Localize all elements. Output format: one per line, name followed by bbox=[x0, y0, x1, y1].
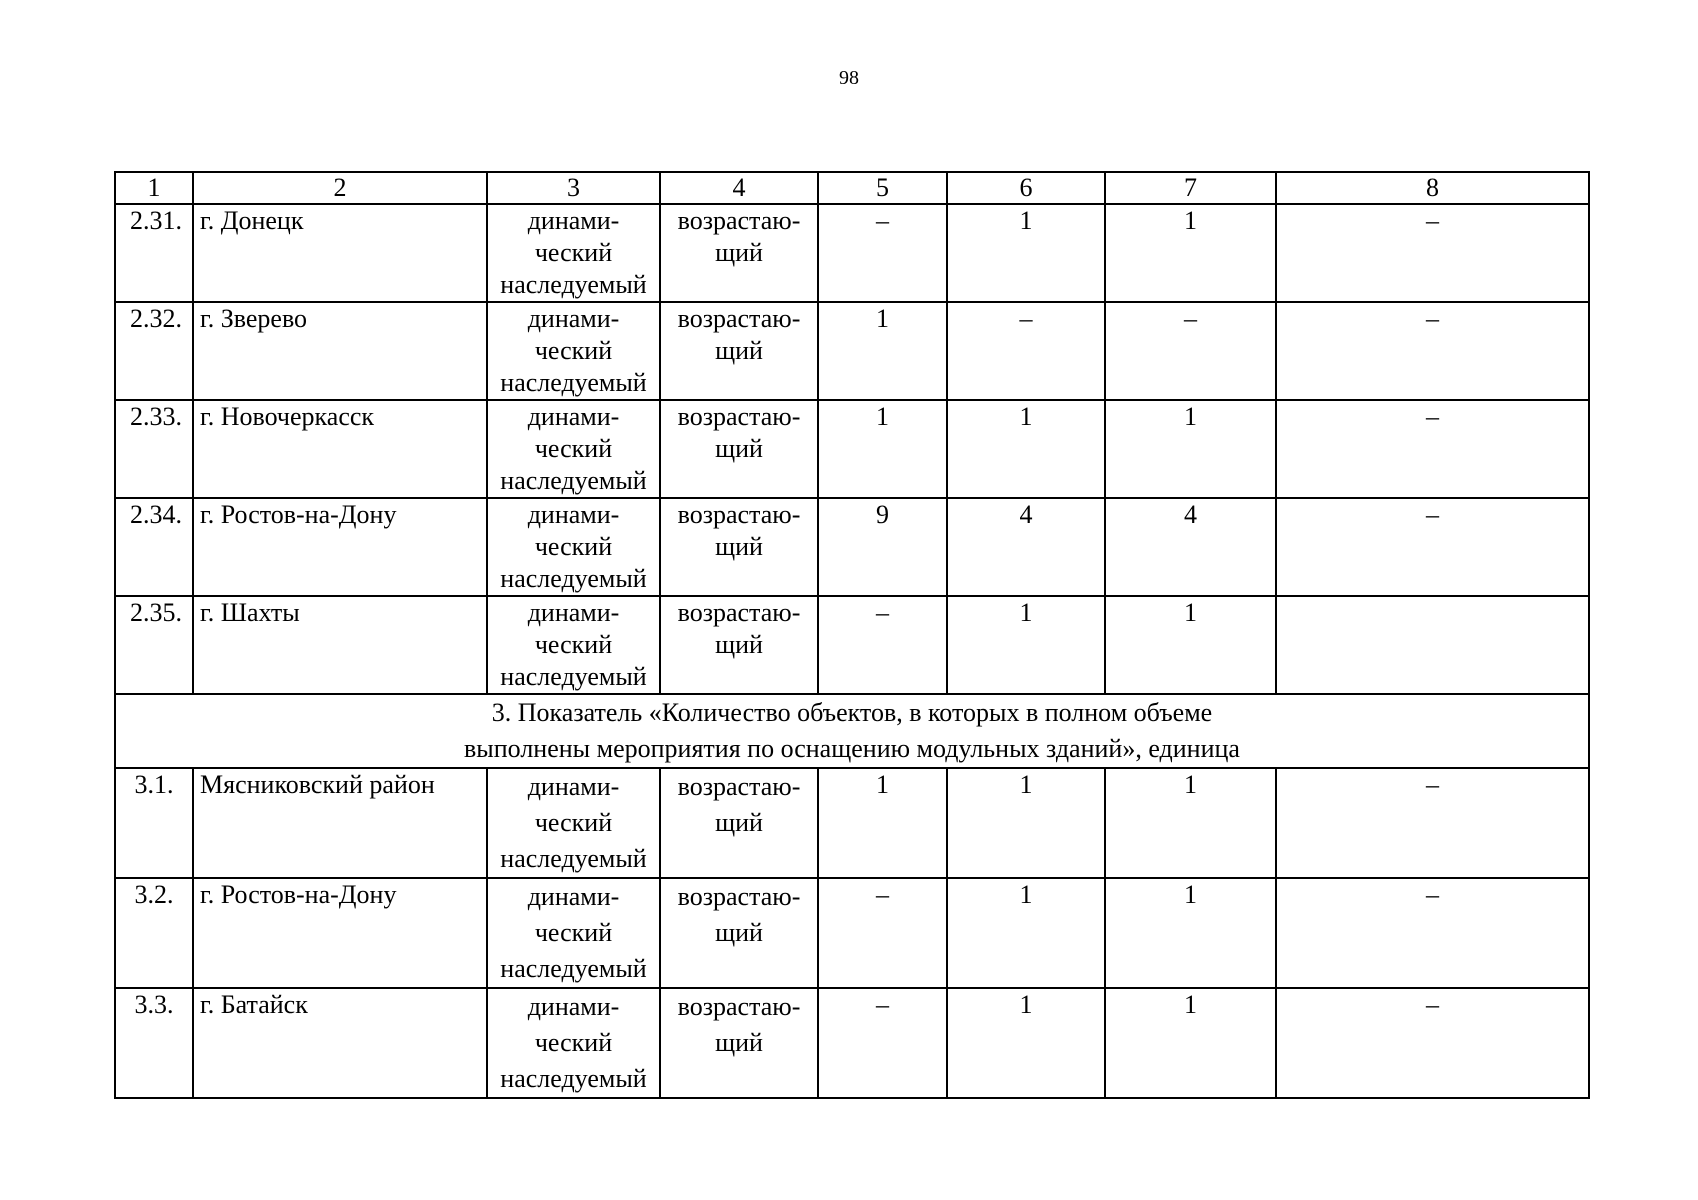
indicator-type bbox=[487, 400, 660, 498]
table-row bbox=[115, 302, 1589, 400]
value-col7: 1 bbox=[1105, 988, 1276, 1098]
row-number: 2.31. bbox=[115, 204, 193, 302]
table-row bbox=[115, 596, 1589, 694]
direction-line: щий bbox=[715, 532, 763, 561]
type-line: ческий bbox=[534, 630, 613, 659]
value-col5: – bbox=[818, 596, 947, 694]
type-line: динами- bbox=[527, 992, 620, 1021]
type-line: наследуемый bbox=[500, 270, 647, 299]
value-col6: 1 bbox=[947, 204, 1105, 302]
value-col5: 1 bbox=[818, 302, 947, 400]
direction-line: возрастаю- bbox=[677, 992, 801, 1021]
value-col5: – bbox=[818, 988, 947, 1098]
direction-line: щий bbox=[715, 336, 763, 365]
header-row bbox=[115, 172, 1589, 204]
row-number: 3.2. bbox=[115, 878, 193, 988]
type-line: динами- bbox=[527, 598, 620, 627]
direction-line: возрастаю- bbox=[677, 206, 801, 235]
type-line: ческий bbox=[534, 532, 613, 561]
header-cell: 5 bbox=[818, 172, 947, 204]
type-line: ческий bbox=[534, 238, 613, 267]
table-row bbox=[115, 768, 1589, 878]
value-col8 bbox=[1276, 596, 1589, 694]
value-col8: – bbox=[1276, 498, 1589, 596]
type-line: наследуемый bbox=[500, 954, 647, 983]
header-cell: 2 bbox=[193, 172, 487, 204]
direction-line: щий bbox=[715, 808, 763, 837]
value-col7: 1 bbox=[1105, 596, 1276, 694]
type-line: наследуемый bbox=[500, 564, 647, 593]
section-row bbox=[115, 694, 1589, 768]
value-col6: 1 bbox=[947, 988, 1105, 1098]
section-title-line: 3. Показатель «Количество объектов, в которых в полном объеме bbox=[491, 698, 1213, 727]
indicator-type bbox=[487, 988, 660, 1098]
type-line: ческий bbox=[534, 808, 613, 837]
type-line: ческий bbox=[534, 434, 613, 463]
value-col7: 1 bbox=[1105, 878, 1276, 988]
value-col7: 1 bbox=[1105, 400, 1276, 498]
header-cell: 6 bbox=[947, 172, 1105, 204]
type-line: динами- bbox=[527, 882, 620, 911]
table-row bbox=[115, 400, 1589, 498]
value-col6: 4 bbox=[947, 498, 1105, 596]
type-line: ческий bbox=[534, 1028, 613, 1057]
value-col6: – bbox=[947, 302, 1105, 400]
indicator-direction bbox=[660, 498, 818, 596]
direction-line: щий bbox=[715, 630, 763, 659]
territory-name: г. Новочеркасск bbox=[193, 400, 487, 498]
row-number: 2.34. bbox=[115, 498, 193, 596]
value-col6: 1 bbox=[947, 596, 1105, 694]
type-line: наследуемый bbox=[500, 368, 647, 397]
type-line: динами- bbox=[527, 402, 620, 431]
table-row bbox=[115, 988, 1589, 1098]
type-line: динами- bbox=[527, 304, 620, 333]
direction-line: щий bbox=[715, 918, 763, 947]
value-col5: 1 bbox=[818, 400, 947, 498]
header-cell: 7 bbox=[1105, 172, 1276, 204]
type-line: ческий bbox=[534, 336, 613, 365]
table-body bbox=[115, 172, 1589, 1098]
indicator-type bbox=[487, 768, 660, 878]
territory-name: г. Батайск bbox=[193, 988, 487, 1098]
row-number: 3.3. bbox=[115, 988, 193, 1098]
value-col7: 1 bbox=[1105, 204, 1276, 302]
type-line: наследуемый bbox=[500, 662, 647, 691]
direction-line: щий bbox=[715, 1028, 763, 1057]
page-number: 98 bbox=[839, 67, 859, 89]
type-line: наследуемый bbox=[500, 466, 647, 495]
direction-line: возрастаю- bbox=[677, 500, 801, 529]
type-line: наследуемый bbox=[500, 1064, 647, 1093]
territory-name: г. Зверево bbox=[193, 302, 487, 400]
type-line: динами- bbox=[527, 206, 620, 235]
value-col5: – bbox=[818, 878, 947, 988]
type-line: динами- bbox=[527, 772, 620, 801]
value-col8: – bbox=[1276, 768, 1589, 878]
value-col5: 9 bbox=[818, 498, 947, 596]
table-row bbox=[115, 204, 1589, 302]
indicator-type bbox=[487, 204, 660, 302]
row-number: 2.35. bbox=[115, 596, 193, 694]
value-col5: 1 bbox=[818, 768, 947, 878]
section-title bbox=[115, 694, 1589, 768]
header-cell: 4 bbox=[660, 172, 818, 204]
territory-name: г. Донецк bbox=[193, 204, 487, 302]
territory-name: Мясниковский район bbox=[193, 768, 487, 878]
value-col5: – bbox=[818, 204, 947, 302]
type-line: динами- bbox=[527, 500, 620, 529]
value-col8: – bbox=[1276, 204, 1589, 302]
direction-line: щий bbox=[715, 238, 763, 267]
value-col8: – bbox=[1276, 988, 1589, 1098]
direction-line: щий bbox=[715, 434, 763, 463]
value-col6: 1 bbox=[947, 878, 1105, 988]
direction-line: возрастаю- bbox=[677, 402, 801, 431]
value-col8: – bbox=[1276, 878, 1589, 988]
header-cell: 1 bbox=[115, 172, 193, 204]
row-number: 3.1. bbox=[115, 768, 193, 878]
value-col6: 1 bbox=[947, 768, 1105, 878]
type-line: наследуемый bbox=[500, 844, 647, 873]
indicator-direction bbox=[660, 596, 818, 694]
territory-name: г. Ростов-на-Дону bbox=[193, 498, 487, 596]
indicator-type bbox=[487, 498, 660, 596]
territory-name: г. Ростов-на-Дону bbox=[193, 878, 487, 988]
table-row bbox=[115, 498, 1589, 596]
territory-name: г. Шахты bbox=[193, 596, 487, 694]
direction-line: возрастаю- bbox=[677, 772, 801, 801]
header-cell: 8 bbox=[1276, 172, 1589, 204]
indicator-direction bbox=[660, 204, 818, 302]
value-col7: 4 bbox=[1105, 498, 1276, 596]
indicator-type bbox=[487, 302, 660, 400]
row-number: 2.33. bbox=[115, 400, 193, 498]
row-number: 2.32. bbox=[115, 302, 193, 400]
indicator-type bbox=[487, 596, 660, 694]
indicator-direction bbox=[660, 988, 818, 1098]
value-col6: 1 bbox=[947, 400, 1105, 498]
indicator-direction bbox=[660, 878, 818, 988]
indicator-direction bbox=[660, 400, 818, 498]
value-col7: – bbox=[1105, 302, 1276, 400]
value-col8: – bbox=[1276, 302, 1589, 400]
section-title-line: выполнены мероприятия по оснащению модульных зданий», единица bbox=[464, 734, 1240, 763]
direction-line: возрастаю- bbox=[677, 304, 801, 333]
header-cell: 3 bbox=[487, 172, 660, 204]
indicator-direction bbox=[660, 302, 818, 400]
type-line: ческий bbox=[534, 918, 613, 947]
indicator-type bbox=[487, 878, 660, 988]
data-table bbox=[114, 171, 1590, 1099]
value-col7: 1 bbox=[1105, 768, 1276, 878]
direction-line: возрастаю- bbox=[677, 598, 801, 627]
value-col8: – bbox=[1276, 400, 1589, 498]
table-row bbox=[115, 878, 1589, 988]
indicator-direction bbox=[660, 768, 818, 878]
direction-line: возрастаю- bbox=[677, 882, 801, 911]
